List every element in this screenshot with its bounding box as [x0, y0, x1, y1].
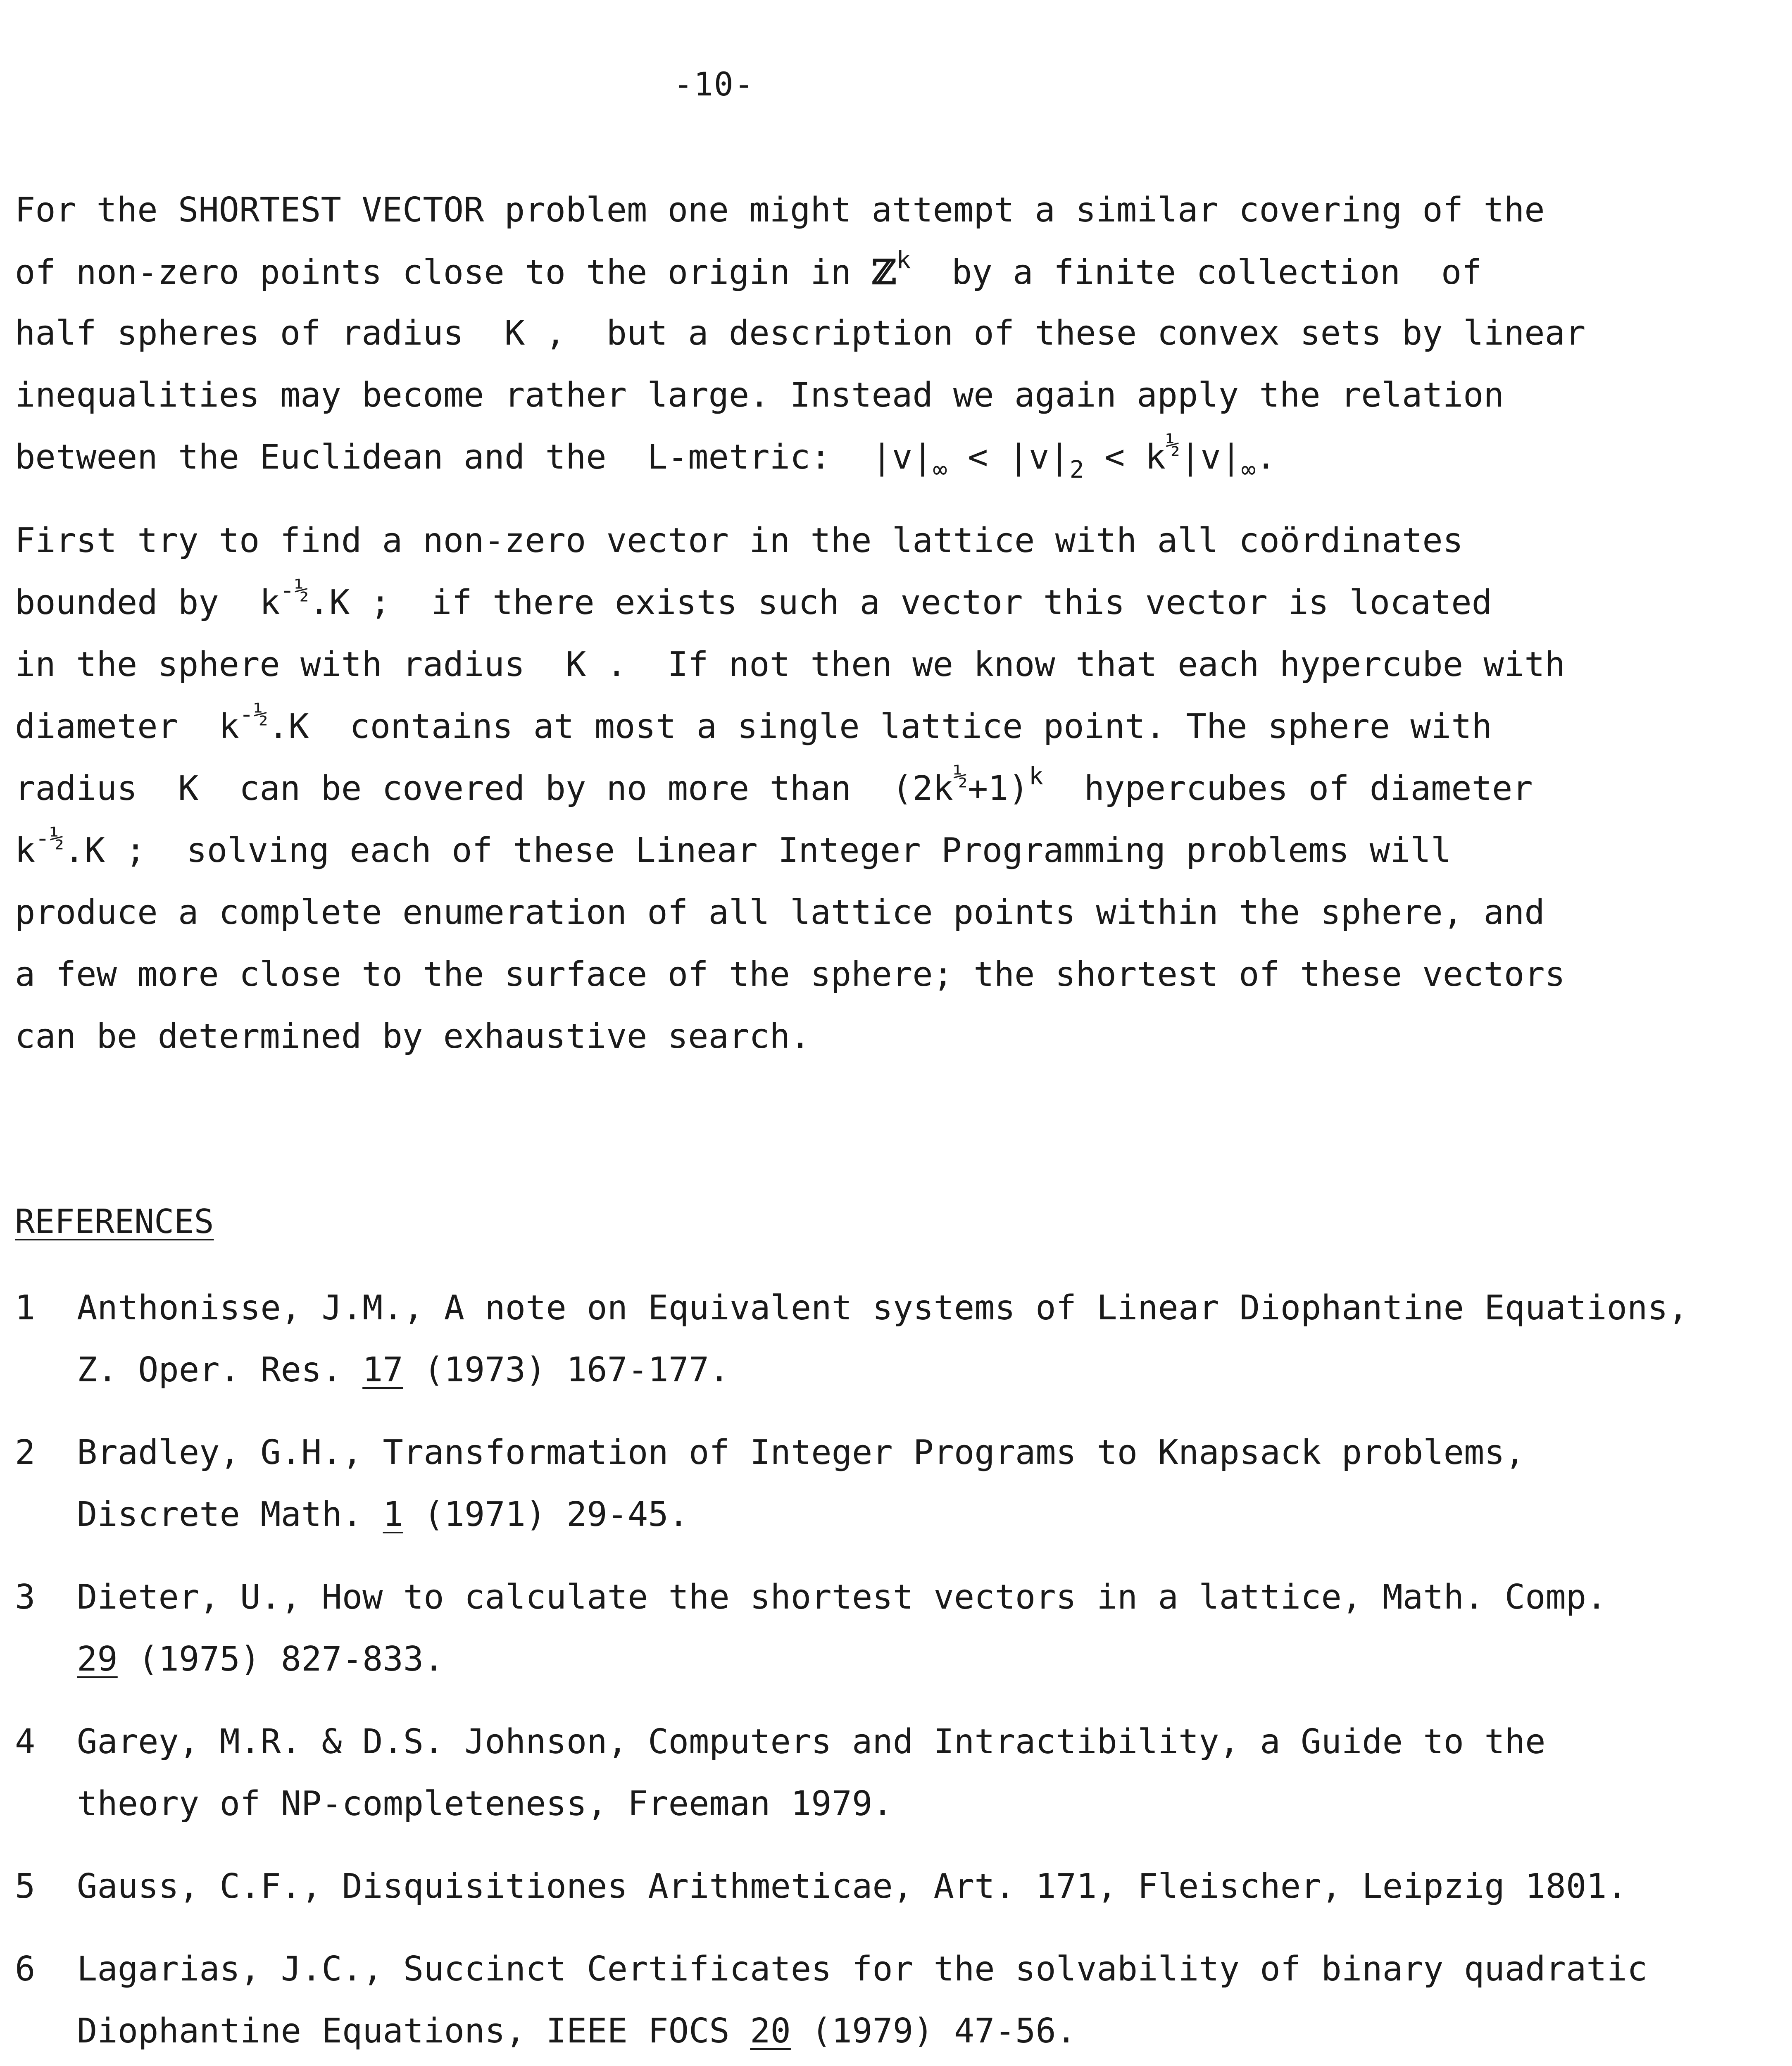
- text-run: Z. Oper. Res.: [77, 1350, 363, 1390]
- reference-number: 3: [15, 1578, 36, 1617]
- superscript-exponent: -½: [280, 576, 309, 604]
- paragraph-2-line-4: [15, 700, 1492, 746]
- reference-line-1: Gauss, C.F., Disquisitiones Arithmeticae, Art. 171, Fleischer, Leipzig 1801.: [77, 1867, 1627, 1906]
- text-run: diameter k: [15, 707, 240, 746]
- reference-number: 4: [15, 1722, 36, 1761]
- reference-line-2: [77, 2011, 1076, 2051]
- paragraph-1-line-5: [15, 431, 1276, 483]
- reference-line-2: theory of NP-completeness, Freeman 1979.: [77, 1784, 893, 1823]
- paragraph-2-line-8: a few more close to the surface of the sphere; the shortest of these vectors: [15, 955, 1565, 994]
- reference-line-1: Bradley, G.H., Transformation of Integer Programs to Knapsack problems,: [77, 1433, 1525, 1472]
- subscript-infinity: ∞: [1241, 455, 1256, 483]
- text-run: < |v|: [947, 438, 1070, 477]
- paragraph-2-line-3: in the sphere with radius K . If not then we know that each hypercube with: [15, 645, 1565, 684]
- text-run: (1971) 29-45.: [403, 1495, 689, 1534]
- text-run: k: [15, 831, 36, 870]
- paragraph-2-line-2: [15, 576, 1492, 622]
- superscript-k: k: [896, 246, 911, 274]
- paragraph-1-line-1: For the SHORTEST VECTOR problem one might attempt a similar covering of the: [15, 190, 1545, 230]
- reference-number: 1: [15, 1288, 36, 1328]
- text-run: (1979) 47-56.: [790, 2011, 1077, 2051]
- paragraph-2-line-7: produce a complete enumeration of all lattice points within the sphere, and: [15, 893, 1545, 932]
- superscript-k: k: [1028, 762, 1043, 790]
- text-run: Discrete Math.: [77, 1495, 383, 1534]
- volume-number: 20: [750, 2011, 791, 2051]
- superscript-half: ½: [953, 762, 968, 790]
- text-run: |v|: [1180, 438, 1242, 477]
- text-run: bounded by k: [15, 583, 280, 622]
- integers-symbol: ℤ: [871, 252, 897, 292]
- text-run: < k: [1084, 438, 1166, 477]
- reference-number: 5: [15, 1867, 36, 1906]
- text-run: by a finite collection of: [911, 253, 1482, 292]
- paragraph-2-line-5: [15, 762, 1533, 808]
- reference-line-2: [77, 1350, 730, 1390]
- text-run: Diophantine Equations, IEEE FOCS: [77, 2011, 750, 2051]
- text-run: +1): [967, 769, 1029, 808]
- subscript-infinity: ∞: [933, 455, 947, 483]
- text-run: of non-zero points close to the origin in: [15, 253, 872, 292]
- paragraph-2-line-6: [15, 824, 1452, 870]
- references-heading: REFERENCES: [15, 1202, 214, 1241]
- reference-line-1: Lagarias, J.C., Succinct Certificates for the solvability of binary quadratic: [77, 1949, 1648, 1989]
- text-run: (1975) 827-833.: [117, 1640, 444, 1679]
- text-run: .K ; solving each of these Linear Integer Programming problems will: [64, 831, 1452, 870]
- volume-number: 29: [77, 1640, 118, 1679]
- text-run: between the Euclidean and the L-metric: |v|: [15, 438, 933, 477]
- paragraph-1-line-2: [15, 246, 1482, 292]
- reference-line-1: Anthonisse, J.M., A note on Equivalent systems of Linear Diophantine Equations,: [77, 1288, 1689, 1328]
- reference-line-2: [77, 1640, 444, 1679]
- reference-number: 6: [15, 1949, 36, 1989]
- reference-number: 2: [15, 1433, 36, 1472]
- text-run: .: [1256, 438, 1276, 477]
- text-run: radius K can be covered by no more than (2k: [15, 769, 953, 808]
- paragraph-1-line-3: half spheres of radius K , but a description of these convex sets by linear: [15, 314, 1586, 353]
- page-number: -10-: [673, 66, 754, 103]
- text-run: .K ; if there exists such a vector this vector is located: [309, 583, 1492, 622]
- paragraph-2-line-9: can be determined by exhaustive search.: [15, 1017, 811, 1056]
- paragraph-1-line-4: inequalities may become rather large. Instead we again apply the relation: [15, 376, 1504, 415]
- paragraph-2-line-1: First try to find a non-zero vector in the lattice with all coördinates: [15, 521, 1464, 560]
- superscript-exponent: -½: [35, 824, 64, 852]
- superscript-half: ½: [1166, 431, 1180, 459]
- text-run: .K contains at most a single lattice point. The sphere with: [268, 707, 1492, 746]
- volume-number: 1: [383, 1495, 403, 1534]
- text-run: (1973) 167-177.: [403, 1350, 730, 1390]
- reference-line-1: Garey, M.R. & D.S. Johnson, Computers and Intractibility, a Guide to the: [77, 1722, 1546, 1761]
- reference-line-2: [77, 1495, 689, 1534]
- text-run: hypercubes of diameter: [1043, 769, 1533, 808]
- volume-number: 17: [362, 1350, 403, 1390]
- superscript-exponent: -½: [239, 700, 268, 728]
- reference-line-1: Dieter, U., How to calculate the shortest vectors in a lattice, Math. Comp.: [77, 1578, 1607, 1617]
- subscript-two: 2: [1069, 455, 1084, 483]
